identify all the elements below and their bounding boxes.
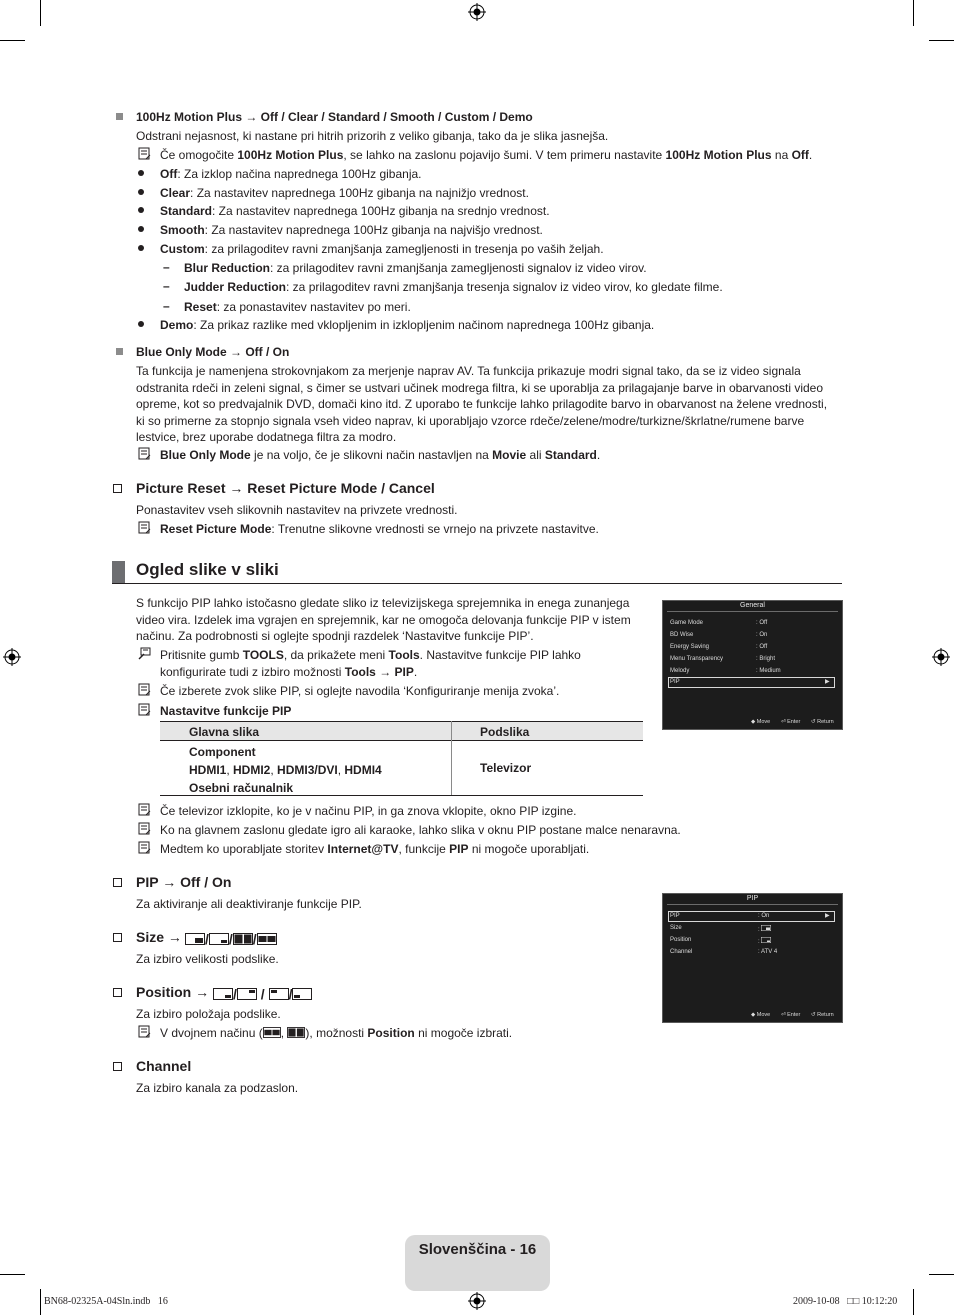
osd-footer-return: ↺ Return	[811, 1012, 834, 1018]
osd-arrow-right-icon: ▶	[825, 679, 830, 685]
section-title-100hz: 100Hz Motion Plus → Off / Clear / Standard / Smooth / Custom / Demo	[136, 110, 533, 124]
sound-note: Če izberete zvok slike PIP, si oglejte navodila ‘Konfiguriranje menija zvoka’.	[160, 684, 560, 698]
osd-footer-label: Move	[756, 719, 771, 725]
note-term: Reset Picture Mode	[160, 522, 272, 536]
para-line: S funkcijo PIP lahko istočasno gledate sliko iz televizijskega sprejemnika in enega zunanjega	[136, 596, 630, 610]
note-text: konfigurirate tudi z izbiro možnosti	[160, 665, 345, 679]
note-reset	[160, 522, 599, 536]
option-smooth	[160, 223, 543, 237]
tools-icon	[138, 647, 151, 660]
crop-mark	[0, 1274, 25, 1275]
heading-bar	[112, 561, 125, 583]
note-icon	[138, 1025, 151, 1038]
bullet-dot-icon	[138, 207, 144, 213]
option-term: Reset	[184, 300, 217, 314]
osd-footer-label: Return	[817, 719, 834, 725]
note-text: V dvojnem načinu (	[160, 1026, 263, 1040]
option-term: Standard	[160, 204, 213, 218]
registration-mark-icon	[468, 1292, 486, 1310]
checkbox-bullet-icon	[113, 988, 122, 997]
para-line: odstranita rdeči in zeleni signal, s čimer se ustvari učinek modrega filtra, ki se uporablja za prilagajanje barve in obarvanosti video	[136, 380, 824, 395]
osd-row-value-text: :	[758, 939, 760, 945]
note-term: 100Hz Motion Plus	[237, 148, 344, 162]
osd-row-value: : Off	[756, 644, 768, 650]
osd-row-label: PIP	[670, 679, 680, 685]
osd-arrow-right-icon: ▶	[825, 913, 830, 919]
note-text: , funkcije	[398, 842, 450, 856]
table-cell-part: HDMI4	[344, 763, 382, 777]
sub-option-reset	[184, 300, 411, 314]
note-icon	[138, 703, 151, 716]
crop-mark	[929, 1274, 954, 1275]
table-cell-main	[189, 743, 382, 797]
osd-footer-return: ↺ Return	[811, 719, 834, 725]
sub-option-judder	[184, 280, 723, 294]
note-icon	[138, 683, 151, 696]
crop-mark	[913, 0, 914, 26]
option-text: : Za izklop načina naprednega 100Hz gibanja.	[177, 167, 422, 181]
osd-title-rule	[667, 904, 838, 905]
note-text: , da prikažete meni	[283, 648, 389, 662]
note-term: PIP	[449, 842, 469, 856]
osd-footer-enter: ⏎ Enter	[781, 1012, 801, 1018]
size-double2-icon	[257, 933, 277, 945]
osd-row-value	[758, 937, 771, 945]
osd-title: PIP	[746, 895, 759, 902]
osd-footer-label: Return	[817, 1012, 834, 1018]
square-bullet-icon	[116, 348, 123, 355]
para-line: lestvice, brez uporabe dodatnega filtra za modro.	[136, 430, 397, 444]
osd-row-value: : Medium	[756, 668, 781, 674]
option-text: : za ponastavitev nastavitev po meri.	[216, 300, 411, 314]
crop-mark	[0, 40, 25, 41]
size-medium-icon	[209, 933, 229, 945]
osd-footer-label: Move	[756, 1012, 771, 1018]
section-title-blue: Blue Only Mode → Off / On	[136, 345, 290, 359]
position-note	[160, 1026, 512, 1040]
para-line: ki so primerne za stopnjo signala vseh video naprav, ki uporabljajo vzorce rdeče/zelene/modre/turkizne/škrlatne/rumene barve	[136, 413, 805, 428]
channel-desc: Za izbiro kanala za podzaslon.	[136, 1081, 299, 1095]
osd-footer-label: Enter	[787, 719, 801, 725]
note-pip-off: Če televizor izklopite, ko je v načinu PIP, in ga znova vklopite, okno PIP izgine.	[160, 804, 577, 818]
option-term: Custom	[160, 242, 205, 256]
osd-row-label: Channel	[670, 949, 693, 955]
option-term: Demo	[160, 318, 194, 332]
note-term: Off	[791, 148, 809, 162]
page-number: Slovenščina - 16	[418, 1241, 537, 1258]
pip-intro	[136, 595, 631, 645]
osd-row-value: : Bright	[756, 656, 776, 662]
tools-note-line2	[160, 665, 417, 679]
note-term: Standard	[544, 448, 597, 462]
bullet-dot-icon	[138, 170, 144, 176]
note-term: Movie	[492, 448, 527, 462]
dash-marker: –	[163, 299, 170, 313]
note-icon	[138, 147, 151, 160]
size-double1-icon	[233, 933, 253, 945]
option-text: : za prilagoditev ravni zmanjšanja zamegljenosti signalov iz video virov.	[270, 261, 647, 275]
note-text: : Trenutne slikovne vrednosti se vrnejo na privzete nastavitve.	[271, 522, 599, 536]
note-blue	[160, 448, 600, 462]
option-demo	[160, 318, 654, 332]
note-text: ni mogoče izbrati.	[414, 1026, 513, 1040]
crop-mark	[913, 1289, 914, 1315]
osd-footer-move: ◆ Move	[751, 1012, 771, 1018]
option-term: Judder Reduction	[184, 280, 287, 294]
osd-row-label: Position	[670, 937, 692, 943]
double-mode-2-icon	[287, 1027, 305, 1038]
para-line: video vira. Izdelek ima vgrajen en sprejemnik, kar ne omogoča delovanja funkcije PIP v istem	[136, 612, 631, 627]
tools-note	[160, 648, 581, 662]
para-line: Ta funkcija je namenjena strokovnjakom za merjenje naprav AV. Ta funkcija prikazuje modri signal tako, da se iz video signala	[136, 364, 801, 378]
registration-mark-icon	[468, 3, 486, 21]
heading-rule	[112, 583, 842, 584]
registration-mark-icon	[3, 648, 21, 666]
option-off	[160, 167, 422, 181]
osd-row-label: Melody	[670, 668, 690, 674]
section-desc-blue	[136, 363, 827, 446]
option-text: : Za nastavitev naprednega 100Hz gibanja na srednjo vrednost.	[212, 204, 550, 218]
note-text: Medtem ko uporabljate storitev	[160, 842, 328, 856]
note-text: . Nastavitve funkcije PIP lahko	[419, 648, 581, 662]
option-text: : Za nastavitev naprednega 100Hz gibanja na najvišjo vrednost.	[204, 223, 543, 237]
note-text: ali	[526, 448, 545, 462]
note-text: .	[413, 665, 418, 679]
osd-row-value	[758, 925, 771, 933]
note-text: ,	[280, 1026, 288, 1040]
position-bottom-left-icon	[292, 988, 312, 1000]
size-desc: Za izbiro velikosti podslike.	[136, 952, 279, 966]
note-text: .	[808, 148, 813, 162]
table-cell-part: HDMI3/DVI	[277, 763, 338, 777]
size-small-icon	[185, 933, 205, 945]
size-title: Size →	[136, 929, 182, 945]
osd-row-label: PIP	[670, 913, 680, 919]
note-icon	[138, 803, 151, 816]
option-text: : Za prikaz razlike med vklopljenim in izklopljenim načinom naprednega 100Hz gibanja.	[193, 318, 655, 332]
osd-row-value: : On	[758, 913, 770, 919]
note-term: TOOLS	[242, 648, 284, 662]
option-clear	[160, 186, 529, 200]
osd-row-label: Game Mode	[670, 620, 704, 626]
note-text: ), možnosti	[305, 1026, 368, 1040]
position-top-right-icon	[237, 988, 257, 1000]
osd-footer-enter: ⏎ Enter	[781, 719, 801, 725]
checkbox-bullet-icon	[113, 878, 122, 887]
position-top-left-icon	[269, 988, 289, 1000]
table-cell-part: ,	[337, 763, 345, 777]
note-text: Pritisnite gumb	[160, 648, 243, 662]
osd-row-value: : Off	[756, 620, 768, 626]
note-100hz	[160, 148, 812, 162]
dash-marker: –	[163, 260, 170, 274]
osd-selected-row[interactable]	[668, 911, 835, 922]
crop-mark	[40, 0, 41, 26]
note-icon	[138, 447, 151, 460]
crop-mark	[40, 1289, 41, 1315]
section-title-reset: Picture Reset → Reset Picture Mode / Cancel	[136, 480, 435, 496]
option-standard	[160, 204, 550, 218]
note-icon	[138, 822, 151, 835]
note-text: , se lahko na zaslonu pojavijo šumi. V tem primeru nastavite	[343, 148, 666, 162]
position-title: Position →	[136, 984, 210, 1000]
osd-row-value: : ATV 4	[758, 949, 778, 955]
table-cell-part: ,	[270, 763, 278, 777]
footer-file-info: BN68-02325A-04Sln.indb 16	[44, 1296, 168, 1307]
table-cell-sub: Televizor	[480, 761, 532, 775]
osd-row-label: Size	[670, 925, 682, 931]
para-line: opreme, kot so predvajalnik DVD, domači kino itd. Z uporabo te funkcije lahko prilagodite barvo in obarvanost na želene vrednosti,	[136, 397, 828, 411]
note-term: 100Hz Motion Plus	[665, 148, 772, 162]
osd-row-label: Menu Transparency	[670, 656, 724, 662]
channel-title: Channel	[136, 1058, 192, 1074]
osd-row-value-text: :	[758, 927, 760, 933]
osd-title: General	[740, 602, 765, 609]
pip-table	[160, 721, 643, 796]
checkbox-bullet-icon	[113, 1062, 122, 1071]
note-text: ni mogoče uporabljati.	[468, 842, 590, 856]
note-term: Internet@TV	[327, 842, 399, 856]
note-term: Tools → PIP	[344, 665, 414, 679]
note-term: Position	[367, 1026, 415, 1040]
note-text: Če omogočite	[160, 148, 238, 162]
table-cell-line: Osebni računalnik	[189, 781, 294, 795]
option-text: : za prilagoditev ravni zmanjšanja tresenja signalov iz video virov, ko gledate filme.	[286, 280, 723, 294]
table-cell-line	[189, 761, 382, 779]
note-internet	[160, 842, 589, 856]
option-term: Smooth	[160, 223, 205, 237]
page-number-badge	[405, 1235, 550, 1291]
note-game: Ko na glavnem zaslonu gledate igro ali karaoke, lahko slika v oknu PIP postane malce nenaravna.	[160, 823, 681, 837]
section-desc-reset: Ponastavitev vseh slikovnih nastavitev na privzete vrednosti.	[136, 503, 458, 517]
settings-note: Nastavitve funkcije PIP	[160, 704, 292, 718]
osd-row-label: BD Wise	[670, 632, 694, 638]
checkbox-bullet-icon	[113, 484, 122, 493]
bullet-dot-icon	[138, 245, 144, 251]
note-icon	[138, 521, 151, 534]
option-text: : za prilagoditev ravni zmanjšanja zamegljenosti in tresenja po vaših željah.	[204, 242, 604, 256]
osd-footer-move: ◆ Move	[751, 719, 771, 725]
registration-mark-icon	[932, 648, 950, 666]
osd-footer-label: Enter	[787, 1012, 801, 1018]
footer-timestamp: 2009-10-08 □□ 10:12:20	[793, 1296, 898, 1307]
position-bottom-right-icon	[213, 988, 233, 1000]
dash-marker: –	[163, 279, 170, 293]
note-term: Blue Only Mode	[160, 448, 251, 462]
osd-pip-menu	[662, 893, 843, 1023]
bullet-dot-icon	[138, 189, 144, 195]
position-desc: Za izbiro položaja podslike.	[136, 1007, 281, 1021]
position-bottom-right-icon	[761, 937, 771, 943]
sub-option-blur	[184, 261, 647, 275]
position-icons: / / /	[213, 986, 312, 1002]
table-rule-mid	[160, 740, 643, 741]
table-col-divider	[451, 721, 452, 796]
size-icons: / / /	[185, 931, 277, 947]
option-custom	[160, 242, 604, 256]
size-small-icon	[761, 925, 771, 931]
option-term: Off	[160, 167, 178, 181]
osd-general-menu	[662, 600, 843, 730]
table-header-main: Glavna slika	[189, 725, 260, 739]
note-text: .	[596, 448, 601, 462]
table-cell-part: HDMI2	[233, 763, 271, 777]
osd-row-value: : On	[756, 632, 768, 638]
para-line: načinu. Za podrobnosti si oglejte spodnji razdelek ‘Nastavitve funkcije PIP’.	[136, 629, 534, 643]
osd-row-label: Energy Saving	[670, 644, 710, 650]
table-cell-line: Component	[189, 745, 256, 759]
table-header-sub: Podslika	[480, 725, 530, 739]
bullet-dot-icon	[138, 226, 144, 232]
table-cell-part: ,	[226, 763, 234, 777]
double-mode-1-icon	[263, 1027, 281, 1038]
note-text: na	[771, 148, 792, 162]
crop-mark	[929, 40, 954, 41]
option-term: Clear	[160, 186, 191, 200]
note-term: Tools	[388, 648, 420, 662]
table-cell-part: HDMI1	[189, 763, 227, 777]
pip-onoff-title: PIP → Off / On	[136, 874, 232, 890]
page-heading: Ogled slike v sliki	[136, 560, 279, 579]
bullet-dot-icon	[138, 321, 144, 327]
pip-onoff-desc: Za aktiviranje ali deaktiviranje funkcije PIP.	[136, 897, 362, 911]
section-desc-100hz: Odstrani nejasnost, ki nastane pri hitrih prizorih z veliko gibanja, tako da je slika jasnejša.	[136, 129, 609, 143]
checkbox-bullet-icon	[113, 933, 122, 942]
osd-selected-row[interactable]	[668, 677, 835, 688]
square-bullet-icon	[116, 113, 123, 120]
note-icon	[138, 841, 151, 854]
option-term: Blur Reduction	[184, 261, 270, 275]
option-text: : Za nastavitev naprednega 100Hz gibanja na najnižjo vrednost.	[190, 186, 529, 200]
osd-title-rule	[667, 611, 838, 612]
note-text: je na voljo, če je slikovni način nastavljen na	[250, 448, 493, 462]
